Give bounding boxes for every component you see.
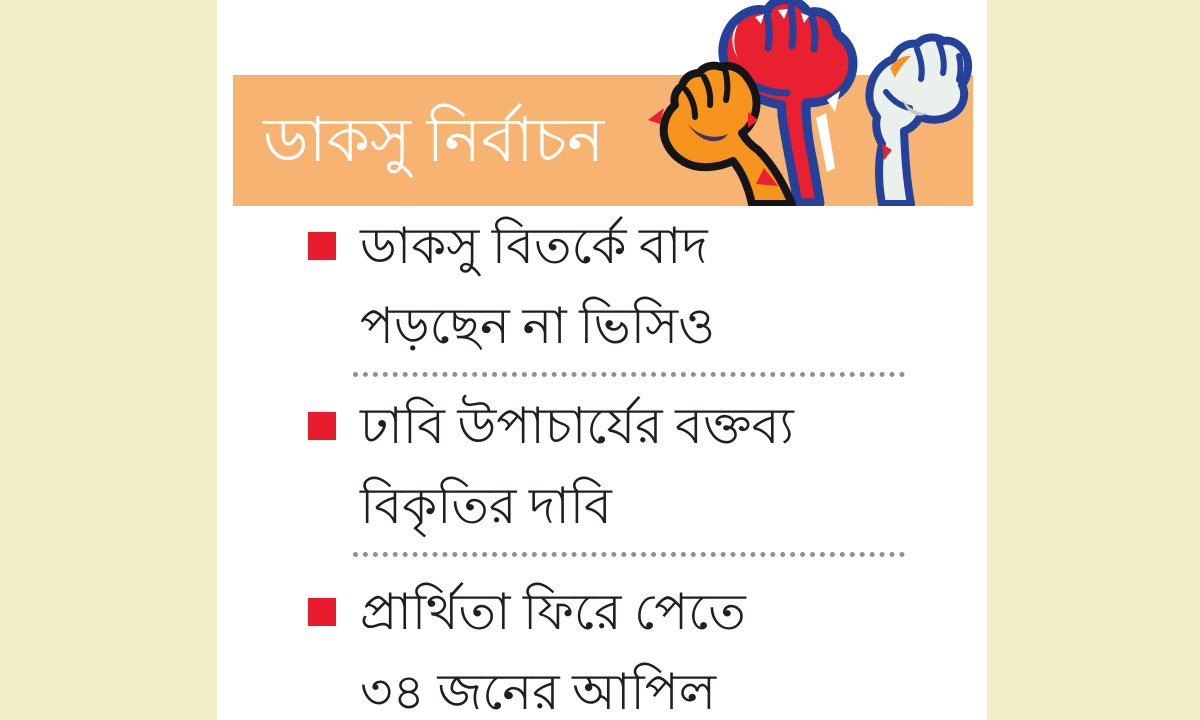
bullet-square-icon: [308, 598, 336, 626]
headline-3-line-1: প্রার্থিতা ফিরে পেতে: [360, 584, 746, 640]
headline-1-line-1: ডাকসু বিতর্কে বাদ: [360, 218, 708, 274]
headline-item-3: [308, 572, 746, 720]
page-title: ডাকসু নির্বাচন: [263, 106, 605, 175]
white-panel: [217, 0, 987, 720]
headline-2-line-2: বিকৃতির দাবি: [360, 478, 612, 534]
headline-1-line-2: পড়ছেন না ভিসিও: [360, 298, 715, 354]
bullet-square-icon: [308, 232, 336, 260]
headline-text-1: [360, 206, 715, 366]
bullet-square-icon: [308, 412, 336, 440]
dotted-divider-2: [353, 552, 905, 557]
white-fist-icon: [869, 37, 968, 204]
raised-fists-icon: [648, 0, 978, 206]
headline-item-2: [308, 386, 794, 546]
headline-2-line-1: ঢাবি উপাচার্যের বক্তব্য: [360, 398, 794, 454]
headline-3-line-2: ৩৪ জনের আপিল: [360, 664, 716, 720]
headline-text-3: [360, 572, 746, 720]
dotted-divider-1: [353, 372, 905, 377]
headline-item-1: [308, 206, 715, 366]
headline-text-2: [360, 386, 794, 546]
